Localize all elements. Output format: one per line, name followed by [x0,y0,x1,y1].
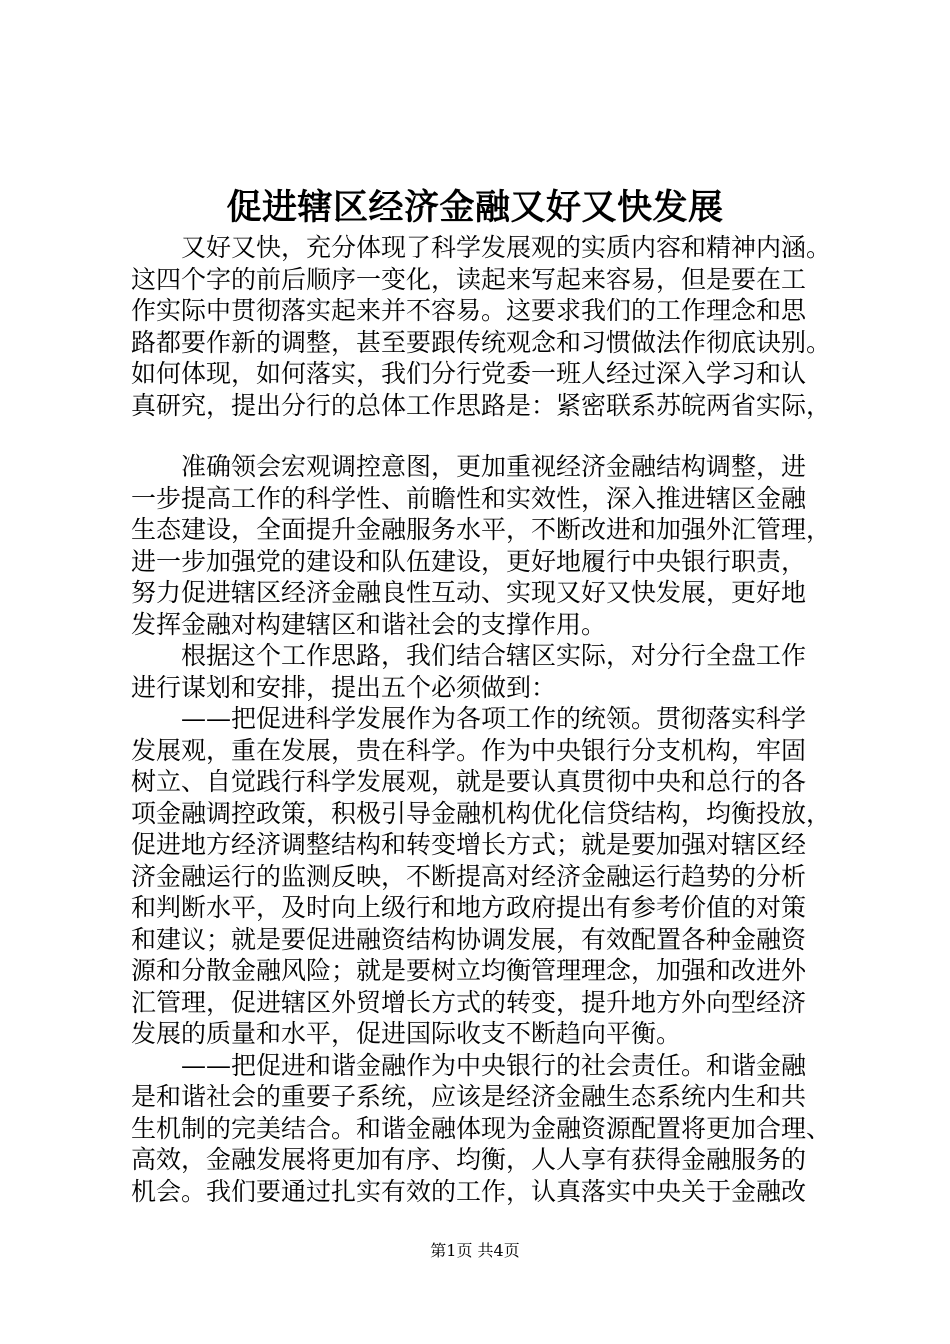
body-line: 促进地方经济调整结构和转变增长方式；就是要加强对辖区经 [131,830,807,859]
body-line: 又好又快，充分体现了科学发展观的实质内容和精神内涵。 [131,233,832,262]
body-line: 进一步加强党的建设和队伍建设，更好地履行中央银行职责， [131,546,807,576]
body-line: 准确领会宏观调控意图，更加重视经济金融结构调整，进 [131,452,807,481]
body-line: 发展观，重在发展，贵在科学。作为中央银行分支机构，牢固 [131,735,807,765]
body-line: 树立、自觉践行科学发展观，就是要认真贯彻中央和总行的各 [131,767,807,796]
body-line: 汇管理，促进辖区外贸增长方式的转变，提升地方外向型经济 [131,987,807,1017]
body-line: 作实际中贯彻落实起来并不容易。这要求我们的工作理念和思 [131,296,807,325]
body-line: 是和谐社会的重要子系统，应该是经济金融生态系统内生和共 [131,1082,807,1111]
body-line: 真研究，提出分行的总体工作思路是：紧密联系苏皖两省实际， [131,390,832,420]
body-line: 发展的质量和水平，促进国际收支不断趋向平衡。 [131,1019,682,1048]
body-line: 一步提高工作的科学性、前瞻性和实效性，深入推进辖区金融 [131,483,807,513]
body-line: 路都要作新的调整，甚至要跟传统观念和习惯做法作彻底诀别。 [131,327,832,357]
body-line: 高效，金融发展将更加有序、均衡，人人享有获得金融服务的 [131,1145,807,1174]
body-block-2 [131,451,841,1207]
document-title: 促进辖区经济金融又好又快发展 [226,187,724,228]
body-line: ——把促进科学发展作为各项工作的统领。贯彻落实科学 [131,704,807,733]
body-line: 和建议；就是要促进融资结构协调发展，有效配置各种金融资 [131,924,807,954]
body-line: 源和分散金融风险；就是要树立均衡管理理念，加强和改进外 [131,956,807,985]
body-line: 根据这个工作思路，我们结合辖区实际，对分行全盘工作 [131,641,807,670]
body-line: 生态建设，全面提升金融服务水平，不断改进和加强外汇管理， [131,515,832,544]
body-line: 济金融运行的监测反映，不断提高对经济金融运行趋势的分析 [131,861,807,891]
body-line: 生机制的完美结合。和谐金融体现为金融资源配置将更加合理、 [131,1113,832,1143]
body-line: 进行谋划和安排，提出五个必须做到： [131,672,557,702]
body-line: 项金融调控政策，积极引导金融机构优化信贷结构，均衡投放， [131,798,832,828]
body-line: ——把促进和谐金融作为中央银行的社会责任。和谐金融 [131,1050,807,1080]
body-line: 这四个字的前后顺序一变化，读起来写起来容易，但是要在工 [131,264,807,294]
body-line: 如何体现，如何落实，我们分行党委一班人经过深入学习和认 [131,359,807,388]
body-line: 发挥金融对构建辖区和谐社会的支撑作用。 [131,609,607,639]
body-line: 努力促进辖区经济金融良性互动、实现又好又快发展，更好地 [131,578,807,607]
body-line: 机会。我们要通过扎实有效的工作，认真落实中央关于金融改 [131,1176,807,1206]
page-number-footer: 第1页 共4页 [430,1241,520,1260]
body-block-1 [131,232,841,421]
body-line: 和判断水平，及时向上级行和地方政府提出有参考价值的对策 [131,893,807,922]
